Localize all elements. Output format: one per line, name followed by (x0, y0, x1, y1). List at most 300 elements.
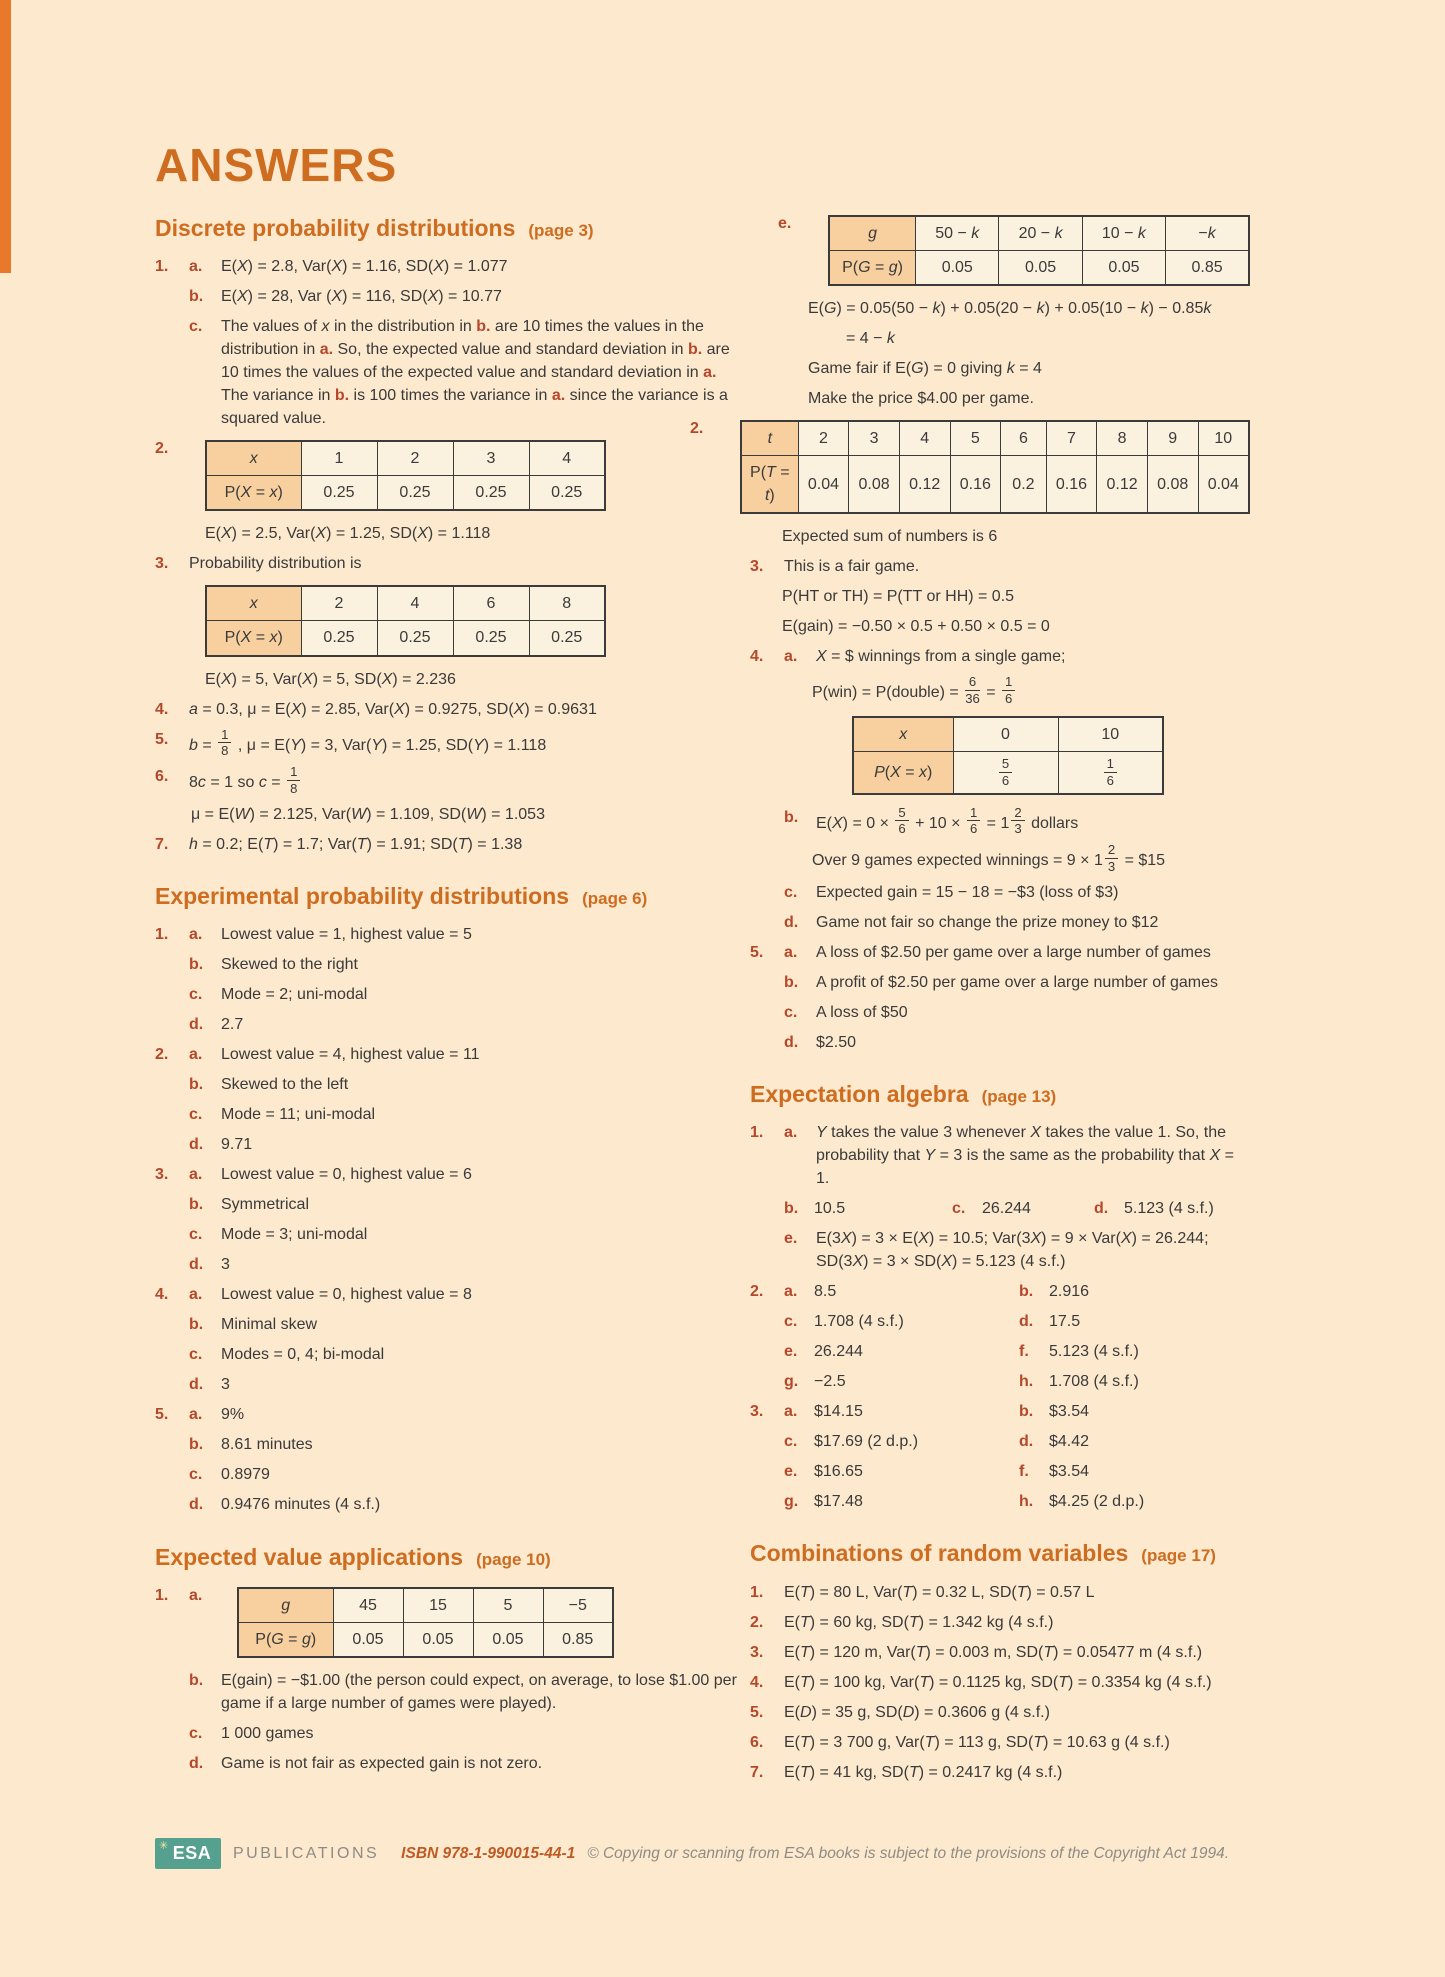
left-column (155, 212, 740, 1782)
section-title: Combinations of random variables (750, 1540, 1129, 1567)
answer-text: A loss of $50 (816, 1003, 908, 1021)
table-cell: 20 − k (999, 216, 1082, 251)
item-number: 5. (155, 730, 169, 748)
table-header-cell: g (238, 1588, 333, 1623)
answer-row (750, 1671, 1250, 1694)
fraction: $\frac{1}{6}$ (1002, 675, 1015, 706)
item-letter: e. (784, 1343, 798, 1361)
answer-text: h = 0.2; E(T) = 1.7; Var(T) = 1.91; SD(T) = 1.38 (189, 835, 523, 853)
answer-text: E(T) = 3 700 g, Var(T) = 113 g, SD(T) = 10.63 g (4 s.f.) (784, 1733, 1170, 1751)
answer-row (750, 1611, 1250, 1634)
answer-row (155, 1163, 740, 1186)
item-letter: c. (952, 1200, 966, 1218)
answer-row (155, 1133, 740, 1156)
table-cell: 0.16 (1046, 456, 1097, 514)
item-letter: c. (189, 318, 203, 336)
table-cell: 0.25 (377, 621, 453, 656)
answer-row (750, 1001, 1250, 1024)
table-block (778, 212, 1250, 290)
answer-text: E(gain) = −$1.00 (the person could expect, on average, to lose $1.00 per game if a large number of games were played). (221, 1671, 737, 1712)
leaf-icon: ✳ (159, 1840, 169, 1852)
fraction: $\frac{2}{3}$ (1105, 843, 1118, 874)
table-cell: 0.04 (798, 456, 849, 514)
item-letter: a. (189, 1046, 203, 1063)
table-cell: 9 (1147, 421, 1198, 456)
answer-multi-row (750, 1280, 1250, 1303)
answer-part (1019, 1280, 1250, 1303)
answer-part (1019, 1460, 1250, 1483)
table-cell: 0.25 (377, 476, 453, 511)
item-letter: b. (189, 1196, 204, 1214)
answer-text: Expected gain = 15 − 18 = −$3 (loss of $3) (816, 883, 1119, 901)
table-cell: 0.25 (453, 621, 529, 656)
answer-row (155, 1343, 740, 1366)
item-letter: b. (1019, 1283, 1034, 1301)
item-letter: a. (189, 1586, 203, 1604)
answer-text: 8.61 minutes (221, 1436, 313, 1454)
probability-table (205, 440, 606, 511)
table-cell: 6 (1001, 421, 1047, 456)
answer-text: $17.48 (814, 1493, 863, 1511)
section-title: Experimental probability distributions (155, 882, 570, 909)
answer-row (750, 675, 1250, 706)
item-letter: g. (784, 1373, 799, 1391)
table-cell: 0.2 (1001, 456, 1047, 514)
table-cell: 0.25 (529, 621, 605, 656)
item-letter: e. (784, 1463, 798, 1481)
answer-part (1019, 1490, 1250, 1513)
answer-text: Symmetrical (221, 1196, 310, 1214)
answer-text: E(X) = 0 × $\frac{5}{6}$ + 10 × $\frac{1}{6}$ = 1 $\frac{2}{3}$ dollars (816, 804, 1079, 837)
answer-text: E(X) = 2.8, Var(X) = 1.16, SD(X) = 1.077 (221, 258, 508, 276)
item-number: 2. (155, 440, 169, 458)
answer-row (750, 1031, 1250, 1054)
answer-multi-row (750, 1490, 1250, 1513)
item-letter: b. (189, 1316, 204, 1334)
item-letter: c. (189, 985, 203, 1003)
probability-table (205, 585, 606, 656)
answer-text: E(T) = 120 m, Var(T) = 0.003 m, SD(T) = 0.05477 m (4 s.f.) (784, 1643, 1203, 1661)
answer-text: E(G) = 0.05(50 − k) + 0.05(20 − k) + 0.05(10 − k) − 0.85k (808, 300, 1212, 318)
answer-text: $3.54 (1049, 1463, 1090, 1481)
table-cell: 0.25 (453, 476, 529, 511)
answer-multi-row (750, 1370, 1250, 1393)
table-cell: 10 (1058, 717, 1163, 752)
answer-row (750, 297, 1250, 320)
item-letter: d. (189, 1496, 204, 1514)
answer-row (155, 1722, 740, 1745)
table-cell: 8 (529, 586, 605, 621)
answer-row (155, 1373, 740, 1396)
item-number: 5. (750, 1703, 764, 1721)
fraction: $\frac{5}{6}$ (999, 757, 1012, 788)
answer-part (784, 1490, 1019, 1513)
answer-text: −2.5 (814, 1373, 846, 1391)
table-cell: 0 (953, 717, 1058, 752)
item-letter: b. (1019, 1403, 1034, 1421)
table-cell: 15 (403, 1588, 473, 1623)
item-number: 4. (155, 700, 169, 718)
table-cell: 0.05 (403, 1622, 473, 1657)
table-cell: 3 (849, 421, 900, 456)
answer-multi-row (750, 1460, 1250, 1483)
answer-row (750, 911, 1250, 934)
answer-text: 0.8979 (221, 1466, 270, 1484)
item-letter: a. (784, 1283, 798, 1301)
answer-part (1019, 1430, 1250, 1453)
answer-row (155, 698, 740, 721)
item-letter: c. (784, 1313, 798, 1331)
copyright-notice: © Copying or scanning from ESA books is subject to the provisions of the Copyright Act 1994. (587, 1844, 1230, 1862)
answer-text: 26.244 (982, 1200, 1031, 1218)
answer-part (952, 1197, 1094, 1220)
answer-text: $17.69 (2 d.p.) (814, 1433, 919, 1451)
item-number: 6. (155, 768, 169, 786)
item-number: 2. (750, 1613, 764, 1631)
item-number: 2. (155, 1046, 169, 1063)
answer-part (784, 1370, 1019, 1393)
answer-text: E(T) = 80 L, Var(T) = 0.32 L, SD(T) = 0.57 L (784, 1583, 1095, 1601)
esa-logo-text: ESA (172, 1843, 212, 1863)
answer-text: Lowest value = 0, highest value = 6 (221, 1166, 472, 1184)
answer-row (155, 1253, 740, 1276)
answer-part (1019, 1370, 1250, 1393)
item-number: 3. (155, 555, 169, 573)
answer-part (784, 1310, 1019, 1333)
answer-row (155, 1103, 740, 1126)
answer-text: 2.916 (1049, 1283, 1090, 1301)
fraction: $\frac{1}{8}$ (218, 728, 231, 759)
answer-text: 1 000 games (221, 1724, 314, 1742)
item-letter: a. (189, 1406, 203, 1424)
answer-text: 2.7 (221, 1015, 244, 1033)
answer-text: b = $\frac{1}{8}$ , μ = E(Y) = 3, Var(Y) = 1.25, SD(Y) = 1.118 (189, 726, 547, 759)
table-header-cell: P(T = t) (741, 456, 798, 514)
answer-row (155, 315, 740, 430)
table-block (155, 1584, 740, 1662)
answer-multi-row (750, 1340, 1250, 1363)
answer-text: E(T) = 100 kg, Var(T) = 0.1125 kg, SD(T) = 0.3354 kg (4 s.f.) (784, 1673, 1212, 1691)
table-cell: 0.05 (999, 251, 1082, 286)
answer-multi-row (750, 1310, 1250, 1333)
item-number: e. (778, 215, 792, 232)
item-letter: b. (189, 1671, 204, 1689)
table-cell: 0.12 (1097, 456, 1148, 514)
item-letter: h. (1019, 1493, 1034, 1511)
answer-text: Over 9 games expected winnings = 9 × 1 $\frac{2}{3}$ = $15 (812, 842, 1166, 874)
table-cell: 0.05 (916, 251, 999, 286)
table-block (155, 582, 740, 660)
probability-table (237, 1587, 614, 1658)
answer-text: P(win) = P(double) = $\frac{6}{36}$ = $\frac{1}{6}$ (812, 675, 1250, 706)
table-cell: 0.05 (333, 1622, 403, 1657)
answer-text: Lowest value = 4, highest value = 11 (221, 1046, 480, 1063)
answer-text: E(T) = 41 kg, SD(T) = 0.2417 kg (4 s.f.) (784, 1763, 1063, 1781)
item-letter: d. (189, 1136, 204, 1154)
item-number: 1. (750, 1583, 764, 1601)
table-cell: 2 (798, 421, 849, 456)
item-letter: c. (784, 1433, 798, 1451)
answer-row (155, 833, 740, 856)
answer-text: 3 (221, 1376, 230, 1394)
answer-text: Probability distribution is (189, 555, 362, 573)
item-letter: d. (189, 1256, 204, 1274)
item-letter: d. (1019, 1433, 1034, 1451)
item-number: 7. (750, 1763, 764, 1781)
item-number: 2. (690, 420, 704, 438)
answer-text: 10.5 (814, 1200, 846, 1218)
item-number: 2. (750, 1283, 764, 1301)
answer-row (750, 971, 1250, 994)
answer-text: E(X) = 28, Var (X) = 116, SD(X) = 10.77 (221, 288, 502, 306)
item-letter: a. (784, 1403, 798, 1421)
answer-text: Minimal skew (221, 1316, 318, 1334)
fraction: $\frac{5}{6}$ (895, 806, 908, 837)
answer-row (750, 941, 1250, 964)
answer-row (750, 881, 1250, 904)
answer-text: $4.42 (1049, 1433, 1090, 1451)
answer-row (750, 387, 1250, 410)
answer-row (155, 1283, 740, 1306)
table-block (690, 417, 1250, 518)
answer-text: This is a fair game. (784, 558, 920, 576)
answer-row (155, 1193, 740, 1216)
item-letter: c. (189, 1346, 203, 1364)
table-header-cell: g (829, 216, 916, 251)
answer-text: Game not fair so change the prize money to $12 (816, 913, 1159, 931)
table-cell: 0.05 (1082, 251, 1165, 286)
table-cell: 2 (301, 586, 377, 621)
answer-text: 17.5 (1049, 1313, 1081, 1331)
item-letter: a. (784, 943, 798, 961)
answer-part (784, 1340, 1019, 1363)
answer-text: 9% (221, 1406, 245, 1424)
item-number: 3. (750, 558, 764, 576)
answer-text: 0.9476 minutes (4 s.f.) (221, 1496, 381, 1514)
page-ref: (page 3) (528, 221, 594, 240)
answer-multi-row (750, 1400, 1250, 1423)
answer-multi-row (750, 1430, 1250, 1453)
footer (155, 1838, 1355, 1869)
item-number: 1. (750, 1124, 764, 1142)
item-letter: f. (1019, 1343, 1029, 1361)
item-number: 4. (155, 1286, 169, 1304)
section-title: Expected value applications (155, 1543, 464, 1570)
answer-text: Mode = 11; uni-modal (221, 1106, 376, 1124)
table-cell: 0.04 (1198, 456, 1249, 514)
table-cell: 0.85 (543, 1622, 613, 1657)
item-letter: c. (784, 1003, 798, 1021)
answer-row (750, 1121, 1250, 1190)
table-cell: 4 (899, 421, 950, 456)
section-heading (155, 1541, 740, 1574)
answer-text: 26.244 (814, 1343, 863, 1361)
section-heading (750, 1078, 1250, 1111)
table-cell: 50 − k (916, 216, 999, 251)
answer-part (784, 1430, 1019, 1453)
item-letter: b. (189, 288, 204, 306)
answer-text: $16.65 (814, 1463, 863, 1481)
item-letter: d. (784, 1033, 799, 1051)
answer-row (155, 1223, 740, 1246)
answer-text: Modes = 0, 4; bi-modal (221, 1346, 385, 1364)
table-cell: −k (1166, 216, 1249, 251)
item-letter: c. (784, 883, 798, 901)
answer-text: E(D) = 35 g, SD(D) = 0.3606 g (4 s.f.) (784, 1703, 1050, 1721)
answer-row (750, 1731, 1250, 1754)
answer-text: Skewed to the right (221, 955, 358, 973)
answer-row (155, 765, 740, 796)
item-letter: d. (1019, 1313, 1034, 1331)
fraction: $\frac{2}{3}$ (1011, 806, 1024, 837)
table-header-cell: P(X = x) (206, 476, 301, 511)
probability-table (828, 215, 1250, 286)
answer-row (750, 1581, 1250, 1604)
page-title: ANSWERS (155, 139, 398, 191)
item-letter: d. (784, 913, 799, 931)
table-cell: 0.08 (849, 456, 900, 514)
item-letter: b. (189, 1436, 204, 1454)
answer-row (750, 615, 1250, 638)
item-letter: a. (189, 1286, 203, 1304)
answer-text: 1.708 (4 s.f.) (1049, 1373, 1139, 1391)
item-letter: c. (189, 1466, 203, 1484)
fraction: $\frac{1}{6}$ (1104, 757, 1117, 788)
answer-text: = 4 − k (846, 330, 895, 348)
table-cell: 8 (1097, 421, 1148, 456)
right-column (690, 212, 1250, 1791)
answer-text: E(X) = 5, Var(X) = 5, SD(X) = 2.236 (205, 670, 456, 688)
spine-accent-bar (0, 0, 11, 273)
table-cell: 7 (1046, 421, 1097, 456)
table-cell: 5 (473, 1588, 543, 1623)
answer-text: Mode = 3; uni-modal (221, 1226, 368, 1244)
item-letter: b. (784, 1200, 799, 1218)
section-heading (155, 212, 740, 245)
answer-row (750, 555, 1250, 578)
table-cell: 0.25 (529, 476, 605, 511)
table-cell: 2 (377, 441, 453, 476)
answer-text: E(gain) = −0.50 × 0.5 + 0.50 × 0.5 = 0 (782, 618, 1050, 636)
probability-table (852, 716, 1164, 795)
answer-text: Skewed to the left (221, 1076, 349, 1094)
answer-text: The values of x in the distribution in b. are 10 times the values in the distribution in a. So, the expected value and standard deviation in b. are 10 times the values of the expected value and standard deviation in a. The variance in b. is 100 times the variance in a. since the variance is a squared value. (221, 318, 730, 428)
answer-part (784, 1400, 1019, 1423)
answer-row (155, 668, 740, 691)
answer-row (155, 803, 740, 826)
answer-text: Game is not fair as expected gain is not zero. (221, 1754, 543, 1772)
table-cell: 0.85 (1166, 251, 1249, 286)
table-header-cell: P(X = x) (853, 752, 953, 794)
item-letter: b. (784, 973, 799, 991)
answer-row (155, 1313, 740, 1336)
table-cell: 0.05 (473, 1622, 543, 1657)
answer-text: Y takes the value 3 whenever X takes the value 1. So, the probability that Y = 3 is the same as the probability that X = 1. (816, 1124, 1235, 1188)
answer-part (1019, 1310, 1250, 1333)
answer-row (750, 585, 1250, 608)
answer-row (155, 1752, 740, 1775)
answer-part (784, 1280, 1019, 1303)
answer-row (155, 522, 740, 545)
answer-row (155, 1013, 740, 1036)
answer-text: 5.123 (4 s.f.) (1049, 1343, 1139, 1361)
answer-row (155, 728, 740, 759)
item-letter: b. (784, 808, 799, 826)
section-title: Expectation algebra (750, 1080, 969, 1107)
section-title: Discrete probability distributions (155, 215, 516, 241)
fraction: $\frac{6}{36}$ (965, 674, 980, 707)
answer-row (155, 1043, 740, 1066)
table-cell: 1 (301, 441, 377, 476)
table-block (802, 713, 1250, 799)
answer-text: $3.54 (1049, 1403, 1090, 1421)
answer-row (750, 1761, 1250, 1784)
page-ref: (page 6) (582, 888, 648, 908)
answer-text: 1.708 (4 s.f.) (814, 1313, 904, 1331)
answer-row (155, 923, 740, 946)
table-cell: 4 (529, 441, 605, 476)
answer-row (750, 1641, 1250, 1664)
item-letter: e. (784, 1230, 798, 1248)
answer-text: E(3X) = 3 × E(X) = 10.5; Var(3X) = 9 × Var(X) = 26.244; SD(3X) = 3 × SD(X) = 5.123 (4 s.f.) (816, 1230, 1209, 1271)
table-cell: 0.12 (899, 456, 950, 514)
answer-part (784, 1197, 952, 1220)
answer-text: E(X) = 2.5, Var(X) = 1.25, SD(X) = 1.118 (205, 525, 491, 543)
answer-row (155, 255, 740, 278)
item-letter: c. (189, 1226, 203, 1244)
answer-row (750, 1227, 1250, 1273)
item-letter: f. (1019, 1463, 1029, 1481)
answer-text: 3 (221, 1256, 230, 1274)
item-letter: a. (189, 925, 203, 943)
answer-text: 9.71 (221, 1136, 253, 1154)
item-letter: a. (784, 1124, 798, 1142)
answer-row (155, 1073, 740, 1096)
item-letter: b. (189, 1076, 204, 1094)
answer-row (750, 525, 1250, 548)
answer-text: Expected sum of numbers is 6 (782, 528, 998, 546)
table-header-cell: x (206, 586, 301, 621)
item-letter: g. (784, 1493, 799, 1511)
table-cell: 0.08 (1147, 456, 1198, 514)
table-header-cell: x (853, 717, 953, 752)
table-cell (1058, 752, 1163, 794)
table-header-cell: P(X = x) (206, 621, 301, 656)
item-number: 6. (750, 1733, 764, 1751)
table-cell: 10 − k (1082, 216, 1165, 251)
answer-row (155, 285, 740, 308)
answer-text: P(HT or TH) = P(TT or HH) = 0.5 (782, 588, 1015, 606)
item-letter: b. (189, 955, 204, 973)
esa-logo (155, 1838, 221, 1869)
item-number: 5. (750, 943, 764, 961)
item-number: 1. (155, 258, 169, 276)
item-letter: d. (189, 1376, 204, 1394)
section-heading (155, 880, 740, 913)
answer-row (750, 843, 1250, 874)
table-cell: −5 (543, 1588, 613, 1623)
answer-row (155, 983, 740, 1006)
answer-row (155, 1669, 740, 1715)
answer-part (1019, 1340, 1250, 1363)
item-letter: d. (189, 1754, 204, 1772)
item-number: 4. (750, 1673, 764, 1691)
section-heading (750, 1537, 1250, 1570)
publisher-name: PUBLICATIONS (233, 1844, 380, 1862)
item-number: 3. (155, 1166, 169, 1184)
item-letter: c. (189, 1724, 203, 1742)
fraction: $\frac{1}{6}$ (967, 806, 980, 837)
